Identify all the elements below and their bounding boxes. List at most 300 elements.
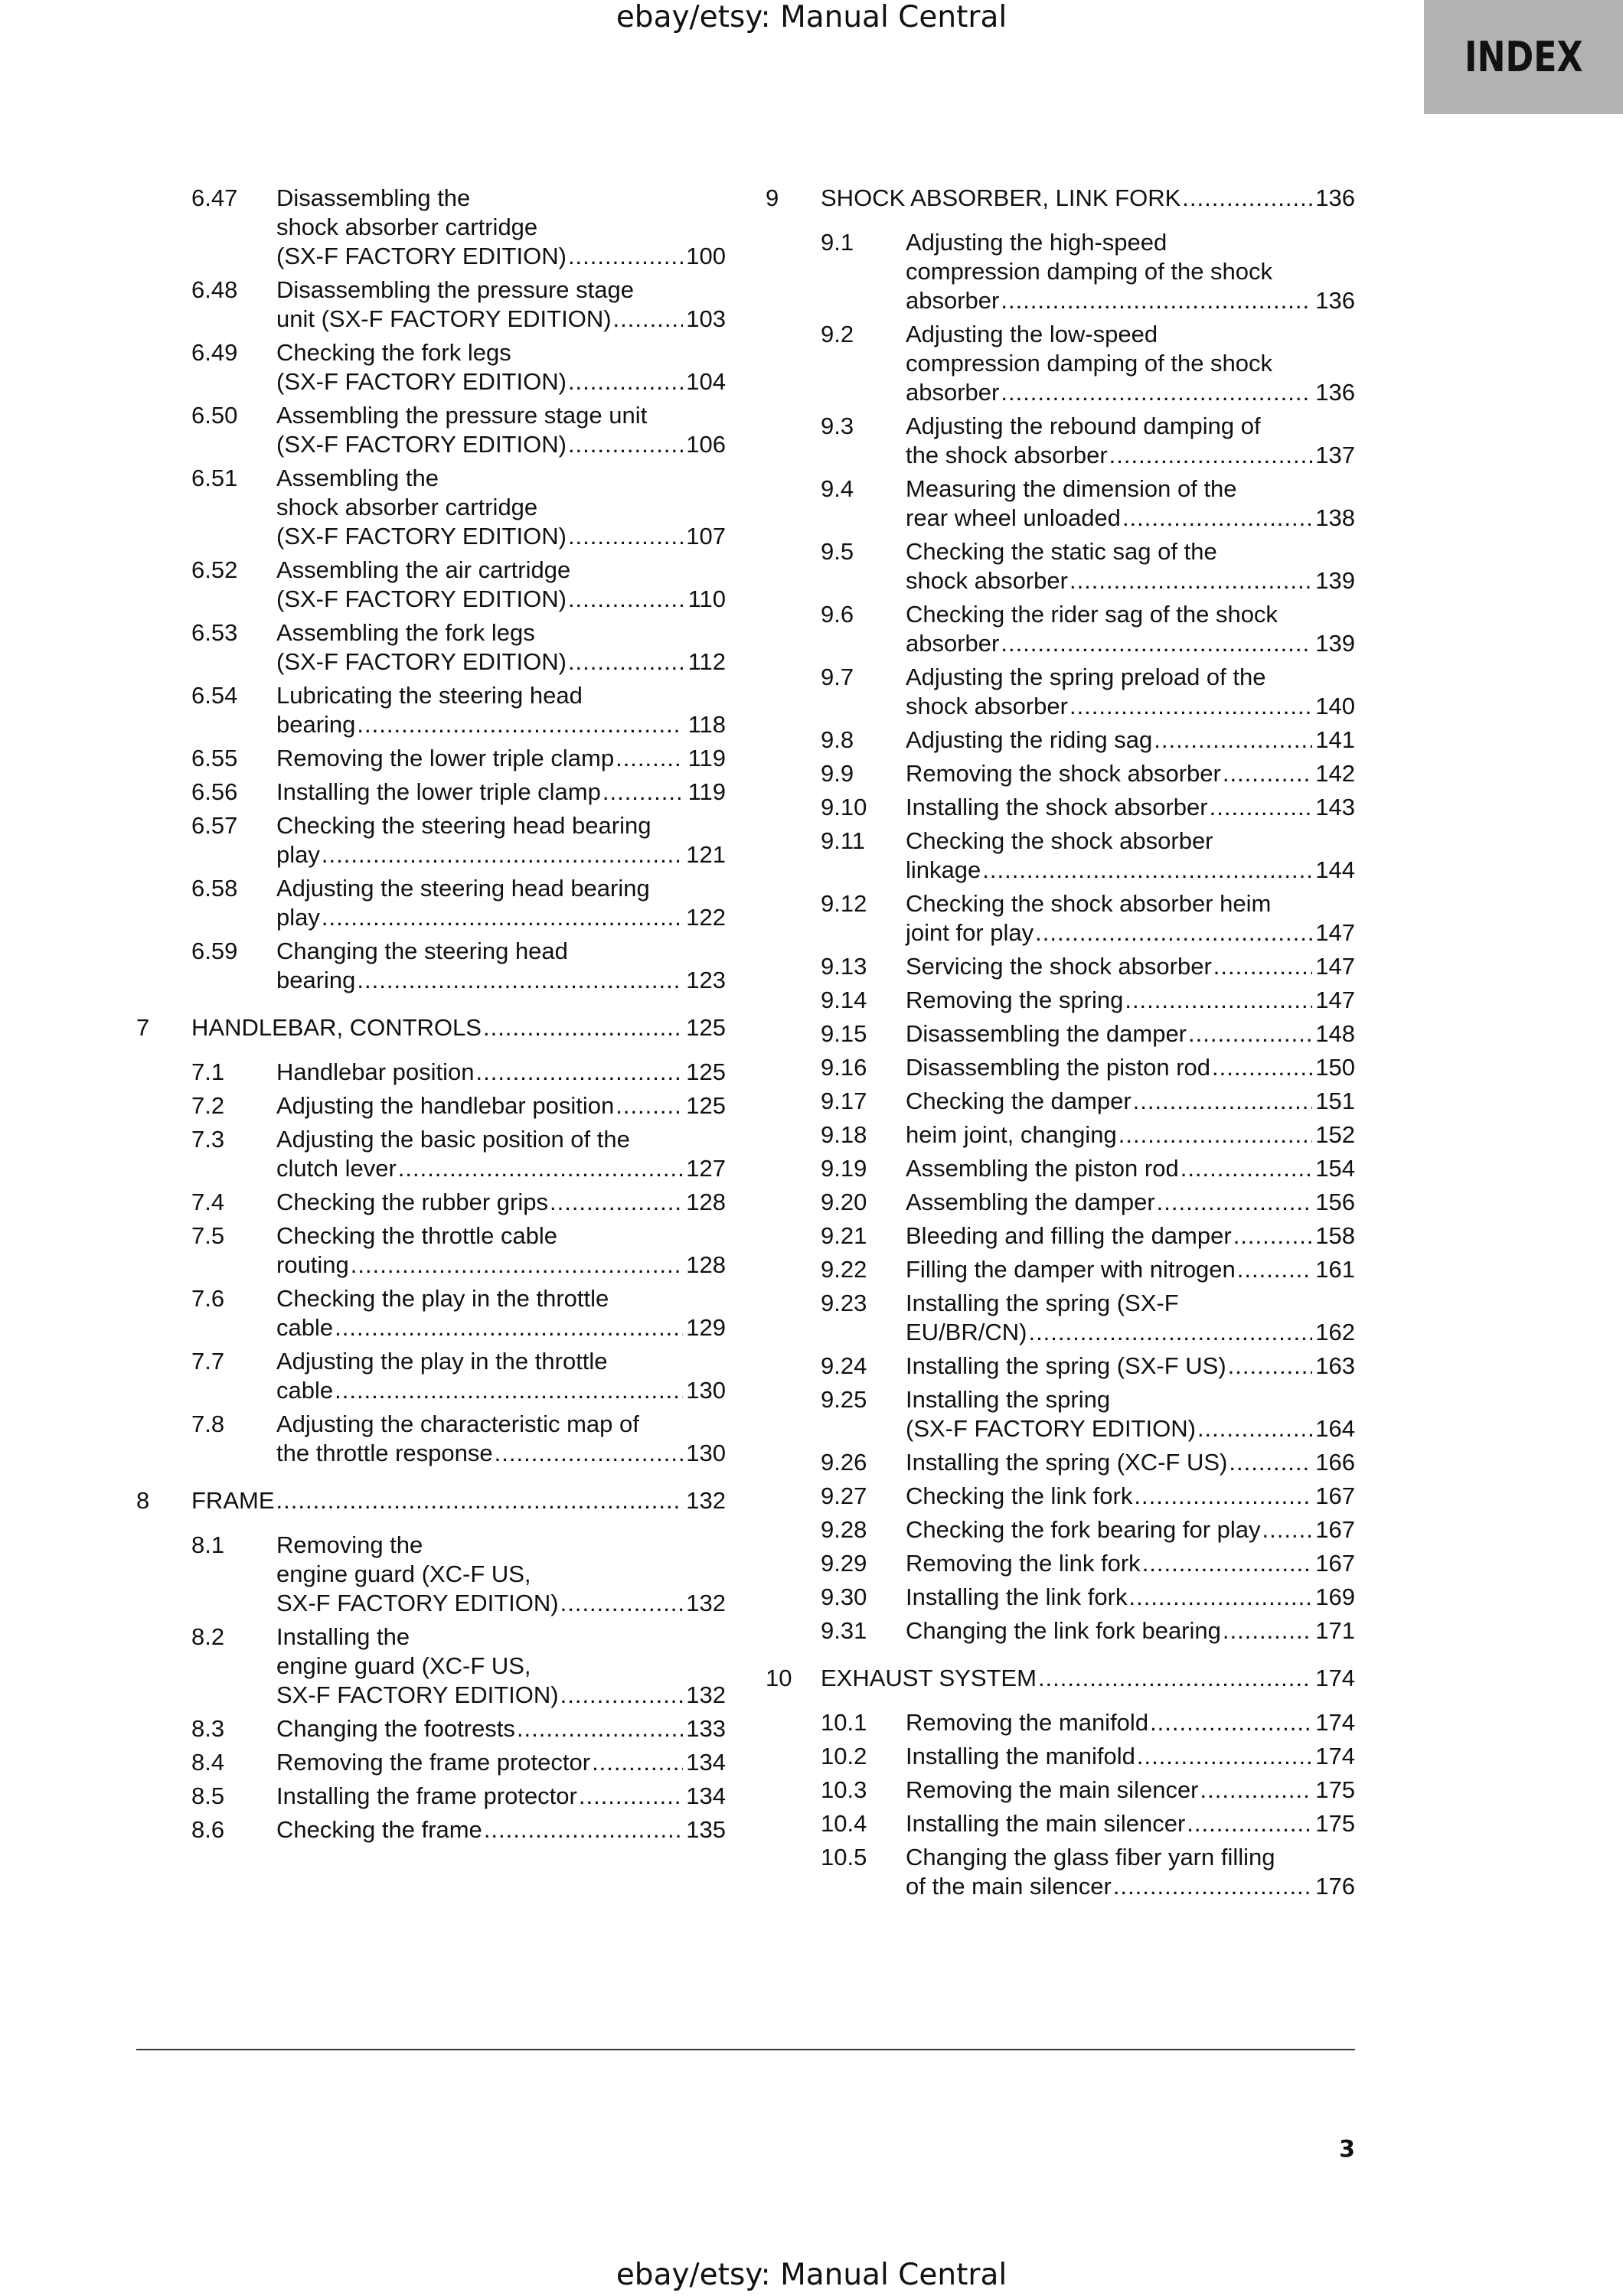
toc-entry-title-line: Checking the throttle cable (276, 1222, 558, 1249)
toc-entry (766, 1515, 1355, 1544)
toc-entry-title (821, 184, 1355, 213)
toc-entry-title-line: Adjusting the high-speed (906, 229, 1167, 256)
toc-entry-title (906, 986, 1355, 1015)
dot-leader (1069, 692, 1312, 721)
toc-entry-number: 7.1 (191, 1058, 225, 1085)
toc-entry-title-line: FRAME (191, 1487, 275, 1514)
toc-entry-title-line: Disassembling the piston rod (906, 1054, 1211, 1081)
toc-entry-number: 9.8 (821, 726, 854, 753)
toc-entry-title (276, 1125, 726, 1183)
toc-entry-number: 10.2 (821, 1743, 867, 1769)
dot-leader (1113, 1872, 1312, 1901)
toc-chapter-entry (136, 1013, 726, 1042)
index-tab-label: INDEX (1464, 33, 1583, 81)
toc-entry-title (906, 663, 1355, 721)
toc-entry-number: 9.20 (821, 1189, 867, 1215)
toc-entry (136, 811, 726, 869)
dot-leader (1001, 286, 1312, 315)
toc-entry (136, 618, 726, 677)
toc-entry-title-line: Installing the spring (XC-F US) (906, 1449, 1228, 1476)
toc-entry (766, 1154, 1355, 1183)
toc-entry-title-line: Checking the rubber grips (276, 1189, 548, 1215)
toc-entry-title (276, 1748, 726, 1777)
dot-leader (1125, 986, 1312, 1015)
toc-entry-title-line: Changing the link fork bearing (906, 1617, 1221, 1644)
toc-entry-number: 9.15 (821, 1020, 867, 1047)
toc-entry-title (906, 475, 1355, 533)
dot-leader (1212, 1053, 1312, 1082)
toc-entry-title-line: Checking the static sag of the (906, 538, 1217, 565)
toc-entry-number: 9.23 (821, 1290, 867, 1316)
toc-page-number: 121 (686, 841, 726, 868)
toc-page-number: 176 (1315, 1873, 1355, 1900)
dot-leader (1197, 1414, 1312, 1443)
toc-page-number: 104 (686, 368, 726, 395)
toc-entry-title-line: Assembling the pressure stage unit (276, 402, 648, 429)
toc-entry-title-line: engine guard (XC-F US, (276, 1652, 531, 1679)
toc-entry-title-line: Changing the footrests (276, 1715, 515, 1742)
toc-entry (766, 1221, 1355, 1251)
toc-entry (766, 1352, 1355, 1381)
toc-entry-number: 9.28 (821, 1516, 867, 1543)
toc-entry-title-line: Removing the frame protector (276, 1749, 591, 1776)
toc-entry-title (906, 1385, 1355, 1443)
toc-entry-title-line: rear wheel unloaded (906, 504, 1121, 531)
toc-entry-number: 6.57 (191, 812, 238, 839)
toc-entry-number: 9.17 (821, 1088, 867, 1114)
toc-entry-title-line: Checking the damper (906, 1088, 1132, 1114)
toc-page-number: 167 (1315, 1550, 1355, 1577)
toc-page-number: 174 (1315, 1743, 1355, 1769)
toc-entry-title-line: Adjusting the rebound damping of (906, 413, 1261, 439)
dot-leader (560, 1681, 683, 1710)
dot-leader (1118, 1120, 1312, 1150)
toc-page-number: 123 (686, 967, 726, 993)
toc-entry (136, 556, 726, 614)
dot-leader (1150, 1708, 1312, 1737)
toc-entry (136, 1284, 726, 1342)
toc-entry-title-line: Assembling the air cartridge (276, 556, 571, 583)
toc-entry-title-line: linkage (906, 856, 981, 883)
dot-leader (603, 778, 683, 807)
toc-entry-title-line: EXHAUST SYSTEM (821, 1665, 1037, 1691)
toc-entry (766, 827, 1355, 885)
dot-leader (568, 367, 683, 396)
toc-page-number: 151 (1315, 1088, 1355, 1114)
toc-entry-title (276, 1714, 726, 1743)
toc-entry-title-line: Disassembling the damper (906, 1020, 1187, 1047)
toc-entry-title (906, 1352, 1355, 1381)
toc-entry-title (906, 1616, 1355, 1645)
toc-entry-title-line: Installing the shock absorber (906, 794, 1208, 820)
toc-entry-title (276, 681, 726, 739)
toc-entry (766, 726, 1355, 755)
toc-entry-number: 10.4 (821, 1810, 867, 1837)
toc-entry-title-line: Checking the link fork (906, 1482, 1133, 1509)
dot-leader (357, 966, 683, 995)
toc-entry-title-line: Installing the spring (906, 1386, 1111, 1413)
dot-leader (1237, 1255, 1312, 1284)
toc-right-column (766, 184, 1355, 1901)
toc-entry-title-line: compression damping of the shock (906, 350, 1273, 377)
toc-entry-title (906, 537, 1355, 595)
toc-entry-title (906, 1776, 1355, 1805)
toc-entry-number: 9.21 (821, 1222, 867, 1249)
dot-leader (579, 1782, 683, 1811)
toc-page-number: 161 (1315, 1256, 1355, 1283)
dot-leader (592, 1748, 683, 1777)
toc-entry-title (276, 874, 726, 932)
toc-page-number: 107 (686, 523, 726, 550)
toc-entry-title-line: Installing the manifold (906, 1743, 1135, 1769)
toc-entry-title (906, 1188, 1355, 1217)
toc-page-number: 100 (686, 243, 726, 269)
toc-entry-number: 8.4 (191, 1749, 225, 1776)
toc-page-number: 141 (1315, 726, 1355, 753)
toc-entry-title (906, 759, 1355, 788)
toc-entry-title-line: joint for play (906, 919, 1034, 946)
toc-entry-title (276, 184, 726, 271)
toc-page-number: 167 (1315, 1482, 1355, 1509)
toc-entry-title (276, 744, 726, 773)
toc-entry (136, 1714, 726, 1743)
dot-leader (1142, 1549, 1312, 1578)
toc-entry (766, 1616, 1355, 1645)
toc-page-number: 150 (1315, 1054, 1355, 1081)
toc-entry (766, 986, 1355, 1015)
dot-leader (1157, 1188, 1312, 1217)
toc-page-number: 148 (1315, 1020, 1355, 1047)
toc-entry (766, 793, 1355, 822)
toc-entry-title-line: Checking the play in the throttle (276, 1285, 609, 1312)
toc-entry (136, 1347, 726, 1405)
toc-entry-number: 9.22 (821, 1256, 867, 1283)
toc-entry-title (276, 464, 726, 551)
toc-entry-title-line: shock absorber cartridge (276, 214, 538, 240)
dot-leader (982, 856, 1312, 885)
toc-entry-title (906, 1120, 1355, 1150)
toc-entry-title-line: SX-F FACTORY EDITION) (276, 1590, 559, 1616)
toc-entry (136, 1188, 726, 1217)
toc-page-number: 166 (1315, 1449, 1355, 1476)
dot-leader (616, 744, 683, 773)
toc-entry-number: 8.2 (191, 1623, 225, 1650)
dot-leader (1028, 1318, 1312, 1347)
toc-entry-number: 9.10 (821, 794, 867, 820)
toc-entry-title-line: Removing the manifold (906, 1709, 1149, 1736)
toc-entry-number: 9.1 (821, 229, 854, 256)
toc-entry (766, 952, 1355, 981)
dot-leader (1001, 378, 1312, 407)
toc-entry-title (906, 1255, 1355, 1284)
toc-page-number: 152 (1315, 1121, 1355, 1148)
toc-entry-number: 8.1 (191, 1531, 225, 1558)
toc-page-number: 136 (1315, 379, 1355, 406)
toc-entry-title (906, 1482, 1355, 1511)
toc-entry-title (276, 401, 726, 459)
toc-entry-title-line: Installing the link fork (906, 1583, 1128, 1610)
toc-entry-title (906, 412, 1355, 470)
dot-leader (550, 1188, 683, 1217)
dot-leader (613, 305, 683, 334)
dot-leader (568, 647, 683, 677)
toc-page-number: 139 (1315, 630, 1355, 657)
dot-leader (1188, 1019, 1312, 1049)
page-number: 3 (1339, 2136, 1355, 2163)
toc-entry-title-line: Removing the main silencer (906, 1776, 1199, 1803)
dot-leader (568, 522, 683, 551)
toc-page-number: 143 (1315, 794, 1355, 820)
dot-leader (1137, 1742, 1312, 1771)
toc-entry (766, 1120, 1355, 1150)
toc-entry (766, 1385, 1355, 1443)
dot-leader (1128, 1583, 1312, 1612)
toc-entry-title (906, 1708, 1355, 1737)
toc-entry (136, 1748, 726, 1777)
toc-page-number: 174 (1315, 1665, 1355, 1691)
toc-entry-title (276, 811, 726, 869)
toc-entry-title-line: absorber (906, 379, 1000, 406)
toc-entry-title-line: Removing the (276, 1531, 423, 1558)
toc-entry-number: 9.2 (821, 321, 854, 347)
toc-entry-title-line: the shock absorber (906, 442, 1108, 468)
dot-leader (1133, 1087, 1312, 1116)
toc-entry-number: 9.13 (821, 953, 867, 980)
toc-page-number: 136 (1315, 287, 1355, 314)
toc-entry (766, 600, 1355, 658)
toc-entry (136, 464, 726, 551)
dot-leader (1229, 1448, 1312, 1477)
toc-entry-title-line: Checking the rider sag of the shock (906, 601, 1278, 628)
footer-rule (136, 2049, 1355, 2050)
dot-leader (1228, 1352, 1312, 1381)
toc-entry-number: 6.53 (191, 619, 238, 646)
toc-entry (766, 1742, 1355, 1771)
dot-leader (568, 585, 683, 614)
toc-chapter-entry (136, 1486, 726, 1515)
toc-entry (766, 1255, 1355, 1284)
toc-entry-number: 6.51 (191, 465, 238, 491)
toc-page-number: 164 (1315, 1415, 1355, 1442)
toc-page-number: 110 (687, 585, 726, 612)
toc-entry-title-line: Installing the spring (SX-F US) (906, 1352, 1226, 1379)
toc-entry-number: 6.54 (191, 682, 238, 709)
toc-entry (766, 537, 1355, 595)
toc-page-number: 134 (686, 1782, 726, 1809)
toc-entry-title (906, 600, 1355, 658)
toc-entry (136, 937, 726, 995)
toc-entry (136, 778, 726, 807)
dot-leader (1182, 184, 1312, 213)
toc-entry (766, 1549, 1355, 1578)
toc-entry-title-line: (SX-F FACTORY EDITION) (906, 1415, 1196, 1442)
toc-entry-number: 6.48 (191, 276, 238, 303)
toc-entry-title-line: Measuring the dimension of the (906, 475, 1237, 502)
toc-entry-title-line: absorber (906, 287, 1000, 314)
toc-entry-number: 9.6 (821, 601, 854, 628)
toc-page-number: 130 (686, 1377, 726, 1404)
toc-entry-title-line: shock absorber (906, 567, 1068, 594)
toc-entry (766, 1809, 1355, 1838)
toc-entry-title (906, 1053, 1355, 1082)
toc-page-number: 132 (686, 1681, 726, 1708)
toc-entry-number: 6.58 (191, 875, 238, 902)
toc-entry-number: 8.5 (191, 1782, 225, 1809)
toc-entry-number: 9.31 (821, 1617, 867, 1644)
toc-entry-title-line: Adjusting the spring preload of the (906, 664, 1266, 690)
toc-chapter-entry (766, 1664, 1355, 1693)
toc-page-number: 128 (686, 1251, 726, 1278)
dot-leader (1223, 759, 1312, 788)
toc-entry-number: 7 (136, 1014, 150, 1041)
toc-entry-title (906, 726, 1355, 755)
toc-entry-title (906, 228, 1355, 315)
toc-entry-title-line: unit (SX-F FACTORY EDITION) (276, 305, 612, 332)
dot-leader (476, 1058, 683, 1087)
dot-leader (1187, 1809, 1312, 1838)
toc-entry-title-line: Assembling the fork legs (276, 619, 535, 646)
toc-entry-number: 9.3 (821, 413, 854, 439)
toc-entry-title-line: SX-F FACTORY EDITION) (276, 1681, 559, 1708)
dot-leader (568, 242, 683, 271)
toc-entry-title-line: Changing the glass fiber yarn filling (906, 1844, 1275, 1870)
toc-entry-title (906, 1087, 1355, 1116)
dot-leader (1181, 1154, 1312, 1183)
dot-leader (495, 1439, 683, 1468)
toc-page-number: 134 (686, 1749, 726, 1776)
toc-entry (766, 320, 1355, 407)
toc-entry-title-line: HANDLEBAR, CONTROLS (191, 1014, 482, 1041)
toc-entry-title-line: Removing the shock absorber (906, 760, 1221, 787)
dot-leader (322, 840, 683, 869)
toc-entry-number: 10 (766, 1665, 792, 1691)
dot-leader (1035, 918, 1312, 947)
toc-entry (136, 401, 726, 459)
toc-page-number: 125 (686, 1014, 726, 1041)
toc-entry-number: 9.5 (821, 538, 854, 565)
toc-entry-title-line: Assembling the piston rod (906, 1155, 1179, 1182)
toc-page-number: 125 (686, 1058, 726, 1085)
toc-entry-title (906, 1742, 1355, 1771)
dot-leader (276, 1486, 684, 1515)
toc-entry-title-line: absorber (906, 630, 1000, 657)
toc-page-number: 175 (1315, 1776, 1355, 1803)
toc-entry (766, 759, 1355, 788)
dot-leader (616, 1091, 683, 1120)
toc-entry-title (276, 778, 726, 807)
toc-entry (766, 663, 1355, 721)
toc-entry (136, 1058, 726, 1087)
toc-page-number: 119 (687, 778, 726, 805)
toc-left-column (136, 184, 726, 1844)
toc-entry-title-line: Installing the lower triple clamp (276, 778, 601, 805)
toc-entry-number: 9.25 (821, 1386, 867, 1413)
toc-chapter-entry (766, 184, 1355, 213)
toc-entry-title (191, 1486, 726, 1515)
toc-entry-number: 8 (136, 1487, 150, 1514)
toc-entry-title (906, 1448, 1355, 1477)
toc-entry-title-line: Installing the spring (SX-F (906, 1290, 1179, 1316)
toc-entry (136, 1782, 726, 1811)
dot-leader (568, 430, 683, 459)
toc-entry-number: 9.24 (821, 1352, 867, 1379)
toc-entry-title-line: shock absorber cartridge (276, 494, 538, 520)
toc-page-number: 174 (1315, 1709, 1355, 1736)
toc-entry (766, 475, 1355, 533)
dot-leader (560, 1589, 683, 1618)
toc-entry-number: 10.3 (821, 1776, 867, 1803)
toc-entry-title-line: Removing the lower triple clamp (276, 745, 615, 771)
toc-entry-title (276, 1091, 726, 1120)
toc-entry-title (906, 1549, 1355, 1578)
toc-entry-title (276, 1815, 726, 1844)
toc-entry-title (906, 1843, 1355, 1901)
toc-entry-title-line: (SX-F FACTORY EDITION) (276, 585, 567, 612)
toc-entry-number: 8.3 (191, 1715, 225, 1742)
toc-entry-title (906, 793, 1355, 822)
toc-page-number: 147 (1315, 953, 1355, 980)
toc-entry-number: 6.47 (191, 184, 238, 211)
toc-entry-title-line: Lubricating the steering head (276, 682, 583, 709)
toc-entry-title (276, 1188, 726, 1217)
toc-entry (136, 184, 726, 271)
toc-entry-title (191, 1013, 726, 1042)
dot-leader (322, 903, 683, 932)
toc-entry-title-line: (SX-F FACTORY EDITION) (276, 648, 567, 675)
toc-entry-number: 6.56 (191, 778, 238, 805)
toc-entry-number: 7.2 (191, 1092, 225, 1119)
toc-entry-number: 6.59 (191, 938, 238, 964)
toc-entry-number: 10.1 (821, 1709, 867, 1736)
toc-entry-number: 6.52 (191, 556, 238, 583)
toc-entry-title-line: play (276, 904, 320, 931)
toc-entry-title (276, 556, 726, 614)
toc-entry-number: 9.26 (821, 1449, 867, 1476)
toc-entry-number: 6.55 (191, 745, 238, 771)
toc-entry-title-line: Checking the frame (276, 1816, 482, 1843)
toc-entry-title-line: Adjusting the steering head bearing (276, 875, 650, 902)
toc-page-number: 132 (686, 1590, 726, 1616)
toc-entry-number: 6.50 (191, 402, 238, 429)
toc-entry-title-line: bearing (276, 967, 356, 993)
toc-entry-title-line: compression damping of the shock (906, 258, 1273, 285)
toc-page-number: 140 (1315, 693, 1355, 719)
toc-entry-title-line: Checking the fork bearing for play (906, 1516, 1261, 1543)
dot-leader (1223, 1616, 1312, 1645)
toc-entry-title-line: Disassembling the (276, 184, 471, 211)
toc-entry-title (276, 1347, 726, 1405)
toc-entry (136, 1221, 726, 1280)
toc-page-number: 137 (1315, 442, 1355, 468)
toc-entry-title (276, 338, 726, 396)
toc-entry-title (821, 1664, 1355, 1693)
toc-entry (136, 1125, 726, 1183)
dot-leader (335, 1376, 683, 1405)
toc-page-number: 154 (1315, 1155, 1355, 1182)
toc-entry-title (276, 1782, 726, 1811)
toc-entry-title (276, 276, 726, 334)
toc-page-number: 103 (686, 305, 726, 332)
toc-entry-number: 7.6 (191, 1285, 225, 1312)
toc-entry-title-line: Servicing the shock absorber (906, 953, 1212, 980)
toc-entry-number: 9.19 (821, 1155, 867, 1182)
toc-entry (136, 1410, 726, 1468)
toc-page-number: 129 (686, 1314, 726, 1341)
toc-entry-title (906, 1809, 1355, 1838)
toc-entry-title-line: Adjusting the low-speed (906, 321, 1158, 347)
toc-entry-title-line: Filling the damper with nitrogen (906, 1256, 1236, 1283)
toc-entry-title-line: Adjusting the riding sag (906, 726, 1153, 753)
